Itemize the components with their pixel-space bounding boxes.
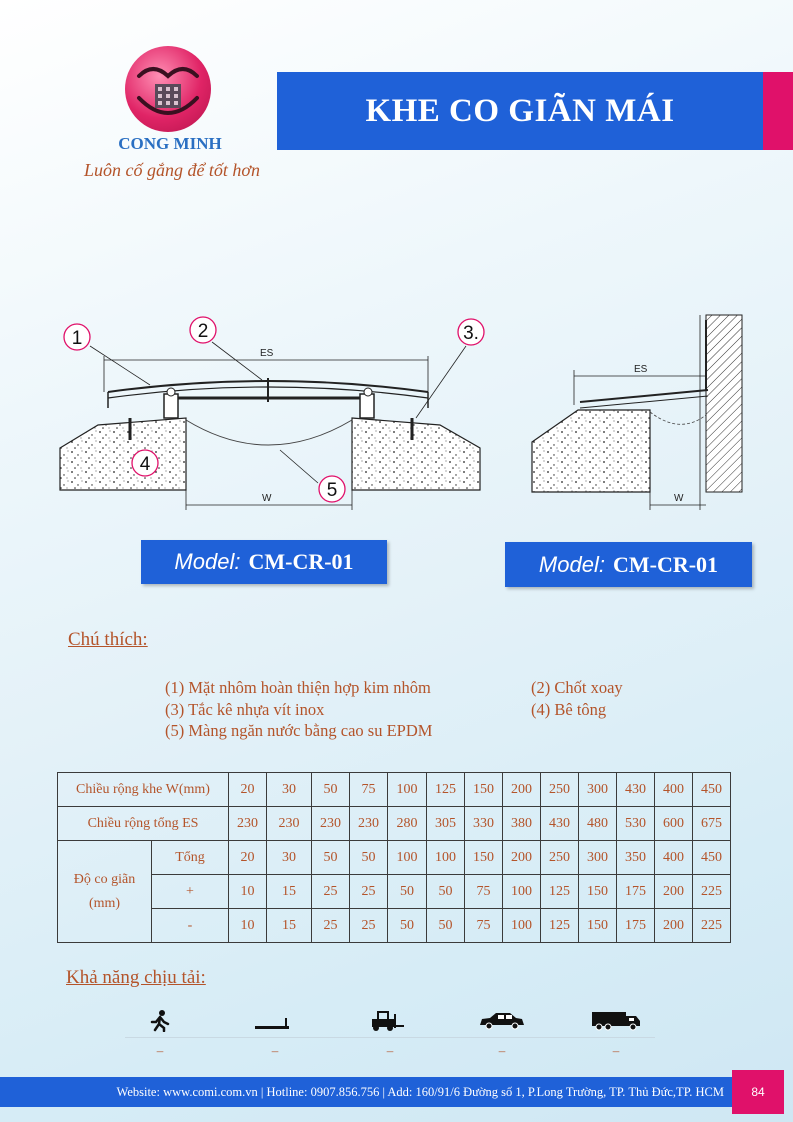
sub-header: Tổng bbox=[152, 841, 229, 875]
load-value: – bbox=[156, 1043, 164, 1058]
note-item: (4) Bê tông bbox=[531, 700, 607, 719]
table-cell: 400 bbox=[655, 841, 693, 875]
company-logo bbox=[125, 46, 211, 132]
load-title: Khả năng chịu tải: bbox=[66, 967, 206, 988]
expansion-joint-drawings bbox=[0, 300, 793, 530]
table-cell: 15 bbox=[267, 909, 312, 943]
table-cell: 10 bbox=[229, 909, 267, 943]
footer-bar bbox=[0, 1077, 732, 1107]
model-code: CM-CR-01 bbox=[612, 551, 719, 577]
table-row bbox=[58, 773, 731, 807]
callout-4 bbox=[132, 450, 158, 476]
model-box-left bbox=[141, 540, 387, 584]
table-cell: 200 bbox=[655, 875, 693, 909]
title-accent-bar bbox=[763, 72, 793, 150]
table-cell: 230 bbox=[350, 807, 388, 841]
table-cell: 100 bbox=[427, 841, 465, 875]
table-cell: 25 bbox=[350, 875, 388, 909]
table-cell: 100 bbox=[503, 909, 541, 943]
pedestrian-icon bbox=[130, 1008, 190, 1032]
table-cell: 75 bbox=[350, 773, 388, 807]
page-title: KHE CO GIÃN MÁI bbox=[365, 92, 675, 129]
load-value: – bbox=[498, 1043, 506, 1058]
table-row bbox=[58, 841, 731, 875]
table-cell: 25 bbox=[312, 875, 350, 909]
table-row bbox=[58, 909, 731, 943]
table-cell: 280 bbox=[388, 807, 427, 841]
table-cell: 100 bbox=[503, 875, 541, 909]
table-cell: 175 bbox=[617, 875, 655, 909]
table-cell: 250 bbox=[541, 841, 579, 875]
callout-3 bbox=[458, 319, 484, 345]
load-value: – bbox=[612, 1043, 620, 1058]
table-cell: 350 bbox=[617, 841, 655, 875]
callout-2 bbox=[190, 317, 216, 343]
table-cell: 450 bbox=[693, 841, 731, 875]
svg-text:4: 4 bbox=[139, 454, 151, 475]
table-cell: 305 bbox=[427, 807, 465, 841]
table-cell: 50 bbox=[312, 841, 350, 875]
svg-text:5: 5 bbox=[326, 480, 338, 501]
page-number: 84 bbox=[732, 1070, 784, 1114]
table-cell: 150 bbox=[465, 841, 503, 875]
table-cell: 75 bbox=[465, 875, 503, 909]
table-cell: 225 bbox=[693, 909, 731, 943]
note-item: (5) Màng ngăn nước bằng cao su EPDM bbox=[165, 721, 433, 740]
table-cell: 125 bbox=[427, 773, 465, 807]
table-cell: 200 bbox=[503, 773, 541, 807]
table-cell: 230 bbox=[267, 807, 312, 841]
note-item: (1) Mặt nhôm hoàn thiện hợp kim nhôm bbox=[165, 678, 431, 697]
notes-title: Chú thích: bbox=[68, 629, 148, 650]
table-cell: 230 bbox=[312, 807, 350, 841]
table-cell: 25 bbox=[312, 909, 350, 943]
svg-text:1: 1 bbox=[71, 328, 83, 349]
table-row bbox=[58, 807, 731, 841]
table-cell: 300 bbox=[579, 773, 617, 807]
truck-icon bbox=[586, 1008, 646, 1032]
car-icon bbox=[472, 1008, 532, 1032]
table-cell: 100 bbox=[388, 841, 427, 875]
callout-1 bbox=[64, 324, 90, 350]
table-cell: 675 bbox=[693, 807, 731, 841]
table-cell: 50 bbox=[350, 841, 388, 875]
table-cell: 150 bbox=[579, 875, 617, 909]
brand-name: CONG MINH bbox=[118, 134, 222, 153]
dim-w-left: W bbox=[262, 493, 272, 504]
table-cell: 50 bbox=[427, 909, 465, 943]
table-cell: 10 bbox=[229, 875, 267, 909]
table-cell: 330 bbox=[465, 807, 503, 841]
table-cell: 200 bbox=[655, 909, 693, 943]
table-cell: 30 bbox=[267, 841, 312, 875]
dim-es-left: ES bbox=[260, 348, 274, 359]
table-cell: 175 bbox=[617, 909, 655, 943]
dim-es-right: ES bbox=[634, 364, 648, 375]
model-label: Model: bbox=[174, 549, 241, 574]
table-cell: 200 bbox=[503, 841, 541, 875]
table-cell: 30 bbox=[267, 773, 312, 807]
table-cell: 380 bbox=[503, 807, 541, 841]
right-joint-drawing bbox=[532, 315, 742, 510]
page-title-band bbox=[277, 72, 763, 150]
load-value: – bbox=[271, 1043, 279, 1058]
table-cell: 150 bbox=[579, 909, 617, 943]
sub-header: + bbox=[152, 875, 229, 909]
callout-5 bbox=[319, 476, 345, 502]
table-cell: 20 bbox=[229, 841, 267, 875]
table-cell: 20 bbox=[229, 773, 267, 807]
table-cell: 400 bbox=[655, 773, 693, 807]
table-cell: 50 bbox=[312, 773, 350, 807]
table-row bbox=[58, 875, 731, 909]
table-cell: 15 bbox=[267, 875, 312, 909]
table-cell: 600 bbox=[655, 807, 693, 841]
table-cell: 25 bbox=[350, 909, 388, 943]
note-item: (3) Tắc kê nhựa vít inox bbox=[165, 700, 325, 719]
dim-w-right: W bbox=[674, 493, 684, 504]
sub-header: - bbox=[152, 909, 229, 943]
table-cell: 430 bbox=[617, 773, 655, 807]
model-code: CM-CR-01 bbox=[248, 549, 354, 574]
row-header: Chiều rộng tổng ES bbox=[58, 807, 229, 841]
model-box-right bbox=[505, 542, 752, 587]
forklift-icon bbox=[360, 1008, 420, 1032]
model-label: Model: bbox=[538, 551, 605, 577]
table-cell: 450 bbox=[693, 773, 731, 807]
table-cell: 480 bbox=[579, 807, 617, 841]
table-cell: 50 bbox=[427, 875, 465, 909]
note-item: (2) Chốt xoay bbox=[531, 678, 623, 697]
svg-text:3.: 3. bbox=[463, 323, 479, 344]
table-cell: 250 bbox=[541, 773, 579, 807]
svg-text:2: 2 bbox=[197, 321, 209, 342]
table-cell: 225 bbox=[693, 875, 731, 909]
group-header bbox=[58, 841, 152, 943]
load-value: – bbox=[386, 1043, 394, 1058]
wheelchair-icon bbox=[245, 1008, 305, 1032]
load-divider bbox=[125, 1037, 655, 1038]
left-joint-drawing bbox=[60, 317, 484, 510]
table-cell: 300 bbox=[579, 841, 617, 875]
table-cell: 150 bbox=[465, 773, 503, 807]
row-header: Chiều rộng khe W(mm) bbox=[58, 773, 229, 807]
table-cell: 50 bbox=[388, 909, 427, 943]
brand-slogan: Luôn cố gắng để tốt hơn bbox=[83, 160, 261, 180]
table-cell: 430 bbox=[541, 807, 579, 841]
group-label: Độ co giãn bbox=[73, 871, 136, 887]
table-cell: 125 bbox=[541, 875, 579, 909]
table-cell: 50 bbox=[388, 875, 427, 909]
group-unit: (mm) bbox=[88, 895, 121, 911]
table-cell: 75 bbox=[465, 909, 503, 943]
table-cell: 230 bbox=[229, 807, 267, 841]
spec-table bbox=[57, 772, 731, 943]
table-cell: 530 bbox=[617, 807, 655, 841]
footer-contact: Website: www.comi.com.vn | Hotline: 0907.856.756 | Add: 160/91/6 Đường số 1, P.Long Trường, TP. Thủ Đức,TP. HCM bbox=[116, 1084, 724, 1099]
table-cell: 125 bbox=[541, 909, 579, 943]
table-cell: 100 bbox=[388, 773, 427, 807]
